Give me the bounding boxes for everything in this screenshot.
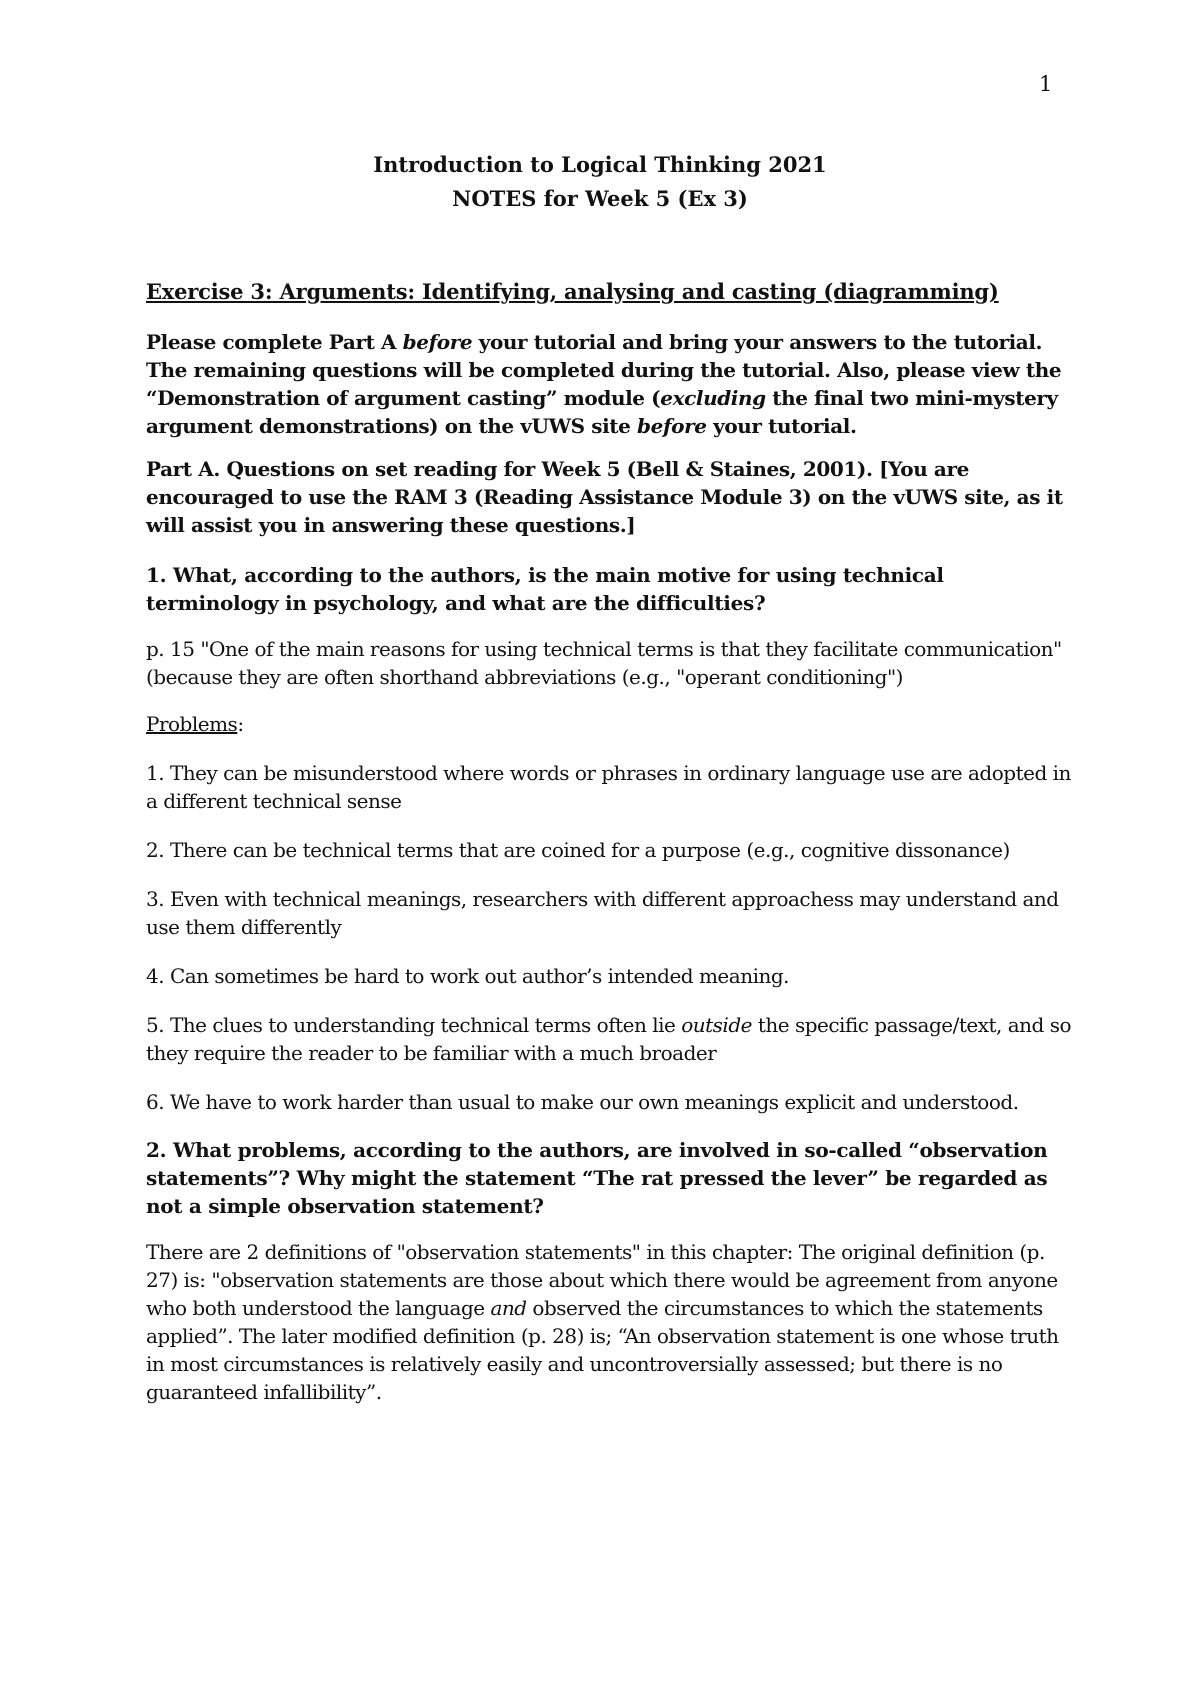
instructions-text-2: your tutorial and bring your answers to the tutorial. The remaining questions will be completed during the tutorial. Also, please view the “Demonstration of argument casting” module ( (146, 330, 1062, 410)
problem-5-text-1: 5. The clues to understanding technical terms often lie (146, 1013, 682, 1037)
problem-item-1: 1. They can be misunderstood where words or phrases in ordinary language use are adopted in a different technical sense (146, 761, 1071, 813)
problem-item-5 (146, 1011, 1076, 1067)
instructions-text-3: the final two mini-mystery argument demonstrations) on the vUWS site (146, 386, 1058, 438)
question-2: 2. What problems, according to the authors, are involved in so-called “observation statements”? Why might the statement “The rat pressed the lever” be regarded as not a simple observation statement? (146, 1138, 1048, 1218)
problem-item-3: 3. Even with technical meanings, researchers with different approachess may understand and use them differently (146, 887, 1059, 939)
question-1: 1. What, according to the authors, is the main motive for using technical terminology in psychology, and what are the difficulties? (146, 563, 944, 615)
instructions-text-1: Please complete Part A (146, 330, 403, 354)
title-line-2: NOTES for Week 5 (Ex 3) (452, 186, 748, 211)
instructions-italic-2: excluding (660, 386, 766, 410)
exercise-heading: Exercise 3: Arguments: Identifying, analysing and casting (diagramming) (146, 279, 999, 304)
title-line-1: Introduction to Logical Thinking 2021 (373, 152, 827, 177)
instructions-paragraph (146, 328, 1076, 440)
answer-2-italic: and (490, 1296, 527, 1320)
instructions-text-4: your tutorial. (706, 414, 857, 438)
answer-1: p. 15 "One of the main reasons for using technical terms is that they facilitate communication" (because they are often shorthand abbreviations (e.g., "operant conditioning") (146, 637, 1062, 689)
answer-2-text-2: observed the circumstances to which the statements applied”. The later modified definition (p. 28) is; “An observation statement is one whose truth in most circumstances is relatively easily and uncontroversially assessed; but there is no guaranteed infallibility”. (146, 1296, 1059, 1404)
problem-item-6: 6. We have to work harder than usual to make our own meanings explicit and understood. (146, 1090, 1019, 1114)
problems-label: Problems (146, 712, 238, 736)
problem-item-4: 4. Can sometimes be hard to work out author’s intended meaning. (146, 964, 790, 988)
problem-item-2: 2. There can be technical terms that are coined for a purpose (e.g., cognitive dissonance) (146, 838, 1010, 862)
problem-5-text-2: the specific passage/text, and so they require the reader to be familiar with a much broader (146, 1013, 1072, 1065)
instructions-italic-3: before (637, 414, 707, 438)
instructions-italic-1: before (402, 330, 473, 354)
answer-2 (146, 1238, 1076, 1406)
document-title (0, 148, 1200, 216)
answer-2-text-1: There are 2 definitions of "observation statements" in this chapter: The original definition (p. 27) is: "observation statements are those about which there would be agreement from anyone who both understood the language (146, 1240, 1058, 1320)
document-body (146, 278, 1076, 1425)
part-a-paragraph: Part A. Questions on set reading for Week 5 (Bell & Staines, 2001). [You are encouraged to use the RAM 3 (Reading Assistance Module 3) on the vUWS site, as it will assist you in answering these questions.] (146, 457, 1063, 537)
page-number: 1 (1039, 72, 1053, 96)
problems-heading (146, 710, 1076, 738)
problems-colon: : (237, 712, 244, 736)
problem-5-italic: outside (681, 1013, 752, 1037)
